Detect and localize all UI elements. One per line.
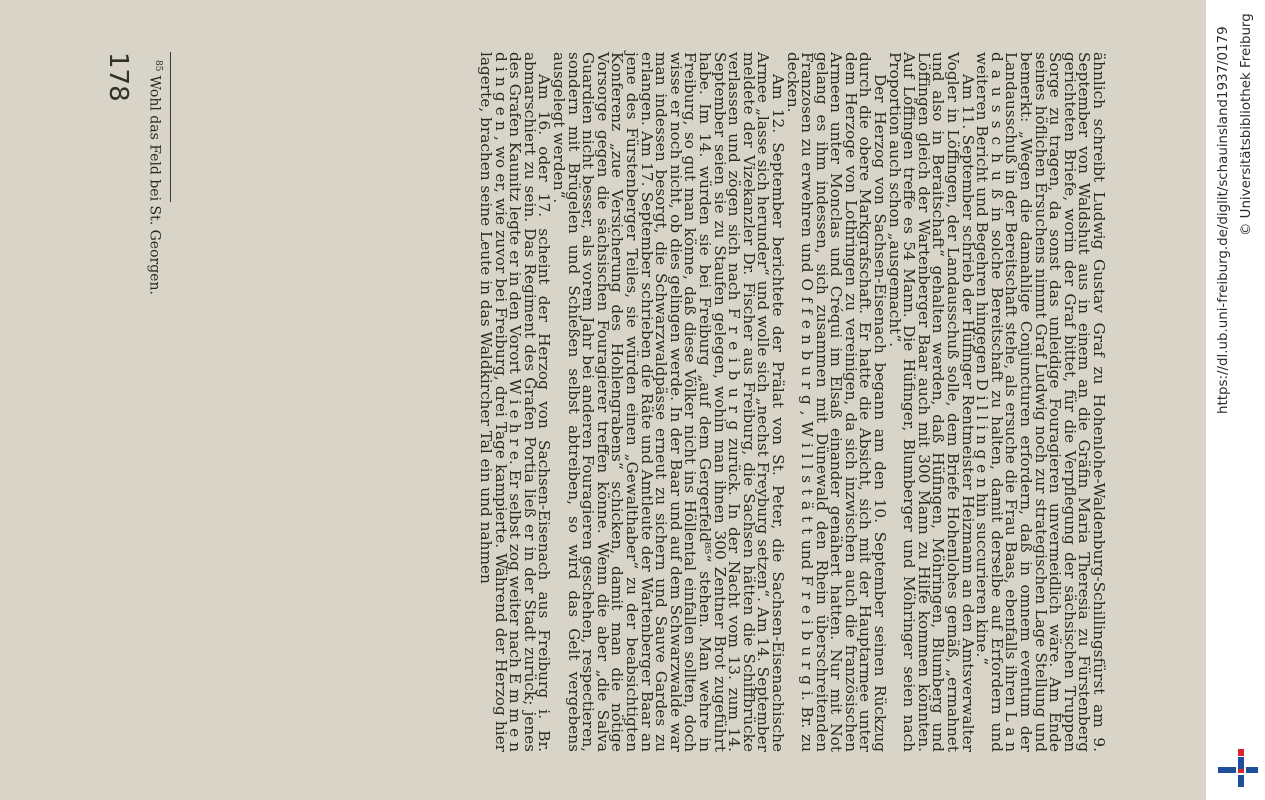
paragraph: Am 11. September schrieb der Hüfinger Rentmeister Heizmann an den Amtsverwalter Vogler in Löffingen, der Landausschuß solle, dem Briefe Hohenlohes gemäß, „ermahnet und also in Beraitschaft“ gehalten werden, daß Hüfingen, Möhringen, Blumberg und Löffingen gleich der Wartenberger Baar auch mit 300 Mann zu Hilfe kommen könnten. Auf Löffingen treffe es 54 Mann. Die Hüfinger, Blumberger und Möhringer seien nach Proportion auch schon „ausgemacht“. — [885, 52, 977, 752]
copyright-notice: © Universitätsbibliothek Freiburg — [1239, 13, 1254, 236]
footnote — [146, 60, 163, 710]
logo-blue-bar-left — [1218, 767, 1236, 773]
footnote-text: Wohl das Feld bei St. Georgen. — [146, 75, 163, 295]
footnote-rule — [170, 52, 171, 202]
ub-freiburg-logo-icon — [1217, 745, 1259, 789]
logo-blue-bar-right — [1246, 767, 1258, 773]
paragraph: Am 16. oder 17. scheint der Herzog von Sachsen-Eisenach aus Freiburg i. Br. abmarschiert zu sein. Das Regiment des Grafen Portia ließ er in der Stadt zurück; jenes des Grafen Kaunitz legte er in den Vorort W i e h r e. Er selbst zog weiter nach E m m e n d i n g e n , wo er, wie zuvor bei Freiburg, drei Tage kampierte. Während der Herzog hier lagerte, brachen seine Leute in das Waldkircher Tal ein und nahmen — [477, 52, 554, 752]
paragraph: Der Herzog von Sachsen-Eisenach begann am den 10. September seinen Rückzug durch die obere Markgrafschaft. Er hatte die Absicht, sich mit der Hauptarmee unter dem Herzoge von Lothringen zu vereinigen, da sich inzwischen auch die französischen Armeen unter Monclas und Créqui im Elsaß einander genähert hatten. Nur mit Not gelang es ihm indessen, sich zusammen mit Dünewald den Rhein überschreitenden Franzosen zu erwehren und O f f e n b u r g , W i l l s t ä t t und F r e i b u r g i. Br. zu decken. — [783, 52, 890, 752]
footnote-mark: 85 — [153, 60, 163, 72]
logo-blue-top — [1238, 757, 1244, 769]
source-url[interactable]: https://dl.ub.uni-freiburg.de/diglit/schauinsland1937/0179 — [1216, 26, 1231, 414]
paragraph: ähnlich schreibt Ludwig Gustav Graf zu Hohenlohe-Waldenburg-Schillingsfürst am 9. September von Waldshut aus in einem an die Gräfin Maria Theresia zu Fürstenberg gerichteten Briefe, worin der Graf bittet, für die Verpflegung der sächsischen Truppen Sorge zu tragen, da sonst das unleidige Fouragieren unvermeidlich wäre. Am Ende seines höflichen Ersuchens nimmt Graf Ludwig noch zur strategischen Lage Stellung und bemerkt: „Wegen die damahlige Conjuncturen erfordern, daß in omnem eventum der Landausschuß in der Bereitschaft stehe, als ersuche die Frau Baas, ebenfalls ihren L a n d a u s s c h u ß in solche Bereitschaft zu halten, damit derselbe auf Erfordern und weiteren Bericht und Begehren hingegen D i l l i n g e n hin succurieren kine.“ — [973, 52, 1108, 752]
viewer-margin — [1206, 0, 1265, 800]
page-number: 178 — [103, 52, 133, 102]
body-text — [478, 52, 1106, 752]
logo-red-bar — [1238, 769, 1244, 773]
logo-blue-bottom — [1238, 775, 1244, 787]
logo-red-top — [1238, 749, 1244, 756]
paragraph: Am 12. September berichtete der Prälat von St. Peter, die Sachsen-Eisenachische Armee „lasse sich herunder“ und wolle sich „nechst Freyburg setzen“. Am 14. September meldete der Vizekanzler Dr. Fischer aus Freiburg, die Sachsen hätten die Schiffbrücke verlassen und zögen sich nach F r e i b u r g zurück. In der Nacht vom 13. zum 14. September seien sie zu Staufen gelegen, wohin man ihnen 300 Zentner Brot zugeführt habe. Im 14. würden sie bei Freiburg „auf dem Gergerfeld⁸⁵“ stehen. Man wehre in Freiburg, so gut man könne, daß diese Völker nicht ins Höllental einfallen sollten, doch wisse er noch nicht, ob dies gelingen werde. In der Baar und auf dem Schwarzwalde war man indessen besorgt, die Schwarzwaldpässe erneut zu sichern und Sauve Gardes zu erlangen. Am 17. September schrieben die Räte und Amtleute der Wartenberger Baar an jene des Fürstenberger Teiles, sie würden einen „Gewalthaber“ zu der beabsichtigten Konferenz „zue Versicherung des Hohlengrabens“ schicken, damit man die nötige Vorsorge gegen die sächsischen Fouragierer treffen könne. Wenn die aber „die Salva Guardien nicht besser, als vorem Jahr bei anderen Fouragieren geschehen, respectieren, sondern mit Brügelen und Schießen selbst abtreiben, so wird das Gelt vergebens ausgelegt werden“. — [550, 52, 787, 752]
